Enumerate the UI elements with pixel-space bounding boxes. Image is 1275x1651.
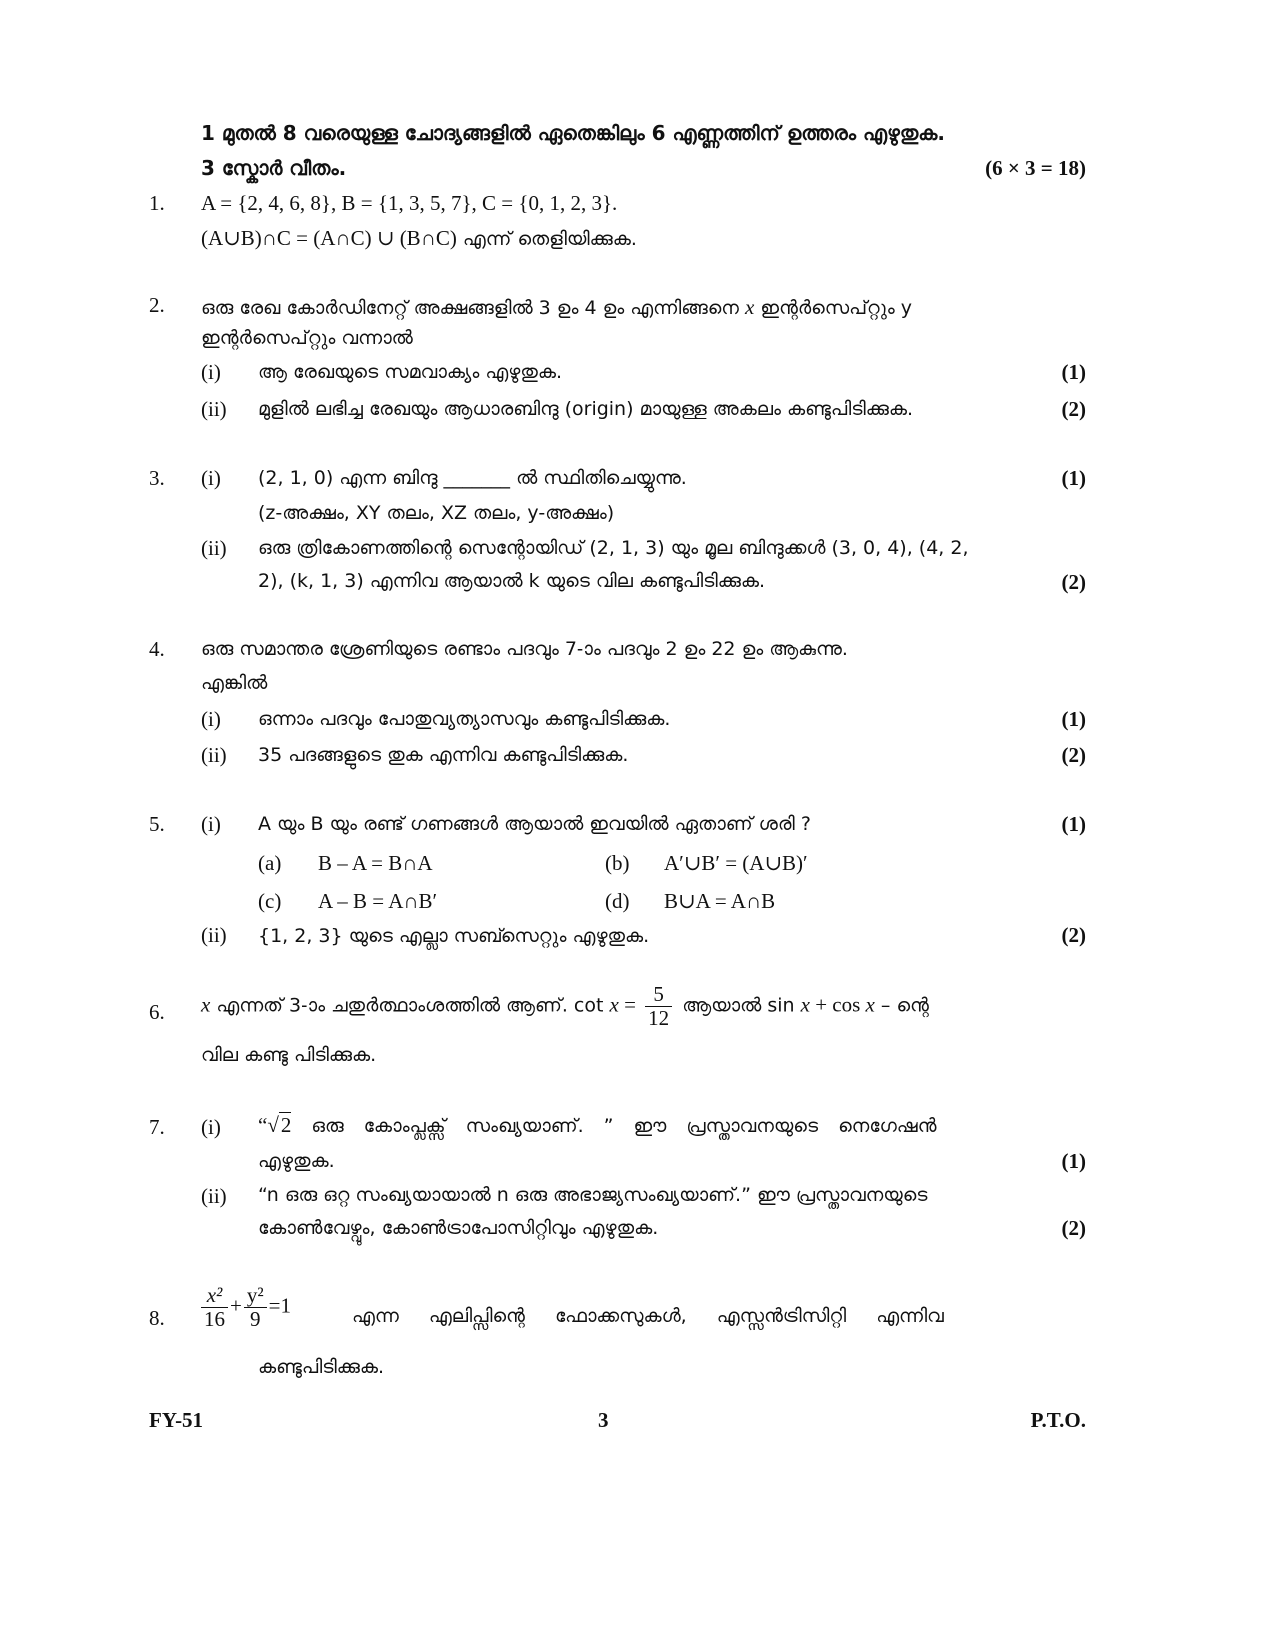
question-number: 6.: [149, 1000, 165, 1024]
q3-i-label: (i): [201, 466, 221, 490]
q6-x: x: [865, 992, 875, 1017]
question-number: 2.: [149, 293, 165, 317]
q5-opt-d-label: (d): [605, 889, 630, 913]
q4-i-text: ഒന്നാം പദവും പോതുവ്യത്യാസവും കണ്ടുപിടിക്കുക.: [258, 708, 671, 730]
q1-identity: (A∪B)∩C = (A∩C) ∪ (B∩C): [201, 226, 457, 250]
q2-i-text: ആ രേഖയുടെ സമവാക്യം എഴുതുക.: [258, 361, 563, 383]
q7-sqrt-arg: 2: [280, 1113, 292, 1137]
q6-text-a: എന്നത് 3-ാം ചതുർത്ഥാംശത്തിൽ ആണ്. cot: [210, 994, 610, 1017]
q4-i-mark: (1): [1061, 707, 1086, 731]
total-marks: (6 × 3 = 18): [985, 156, 1086, 180]
q3-i-options: (z-അക്ഷം, XY തലം, XZ തലം, y-അക്ഷം): [258, 502, 615, 524]
q5-opt-c-label: (c): [258, 889, 282, 913]
q8-equation: [199, 1284, 291, 1331]
q1-instruction: എന്ന് തെളിയിക്കുക.: [456, 228, 637, 250]
q3-ii-label: (ii): [201, 536, 227, 560]
q2-line-2: ഇന്റർസെപ്റ്റും വന്നാൽ: [201, 327, 413, 349]
q3-ii-mark: (2): [1061, 570, 1086, 594]
q8-line-2: കണ്ടുപിടിക്കുക.: [258, 1356, 385, 1378]
q2-i-mark: (1): [1061, 360, 1086, 384]
q6-x: x: [800, 992, 810, 1017]
q6-line-2: വില കണ്ടു പിടിക്കുക.: [201, 1044, 377, 1066]
q3-i-text: (2, 1, 0) എന്ന ബിന്ദു _______ ൽ സ്ഥിതിചെയ്യുന്നു.: [258, 467, 687, 489]
q8-f2-num: y²: [244, 1284, 267, 1308]
q8-fraction-x: [201, 1284, 228, 1331]
q2-x: x: [744, 295, 755, 319]
q2-text-a: ഒരു രേഖ കോർഡിനേറ്റ് അക്ഷങ്ങളിൽ 3 ഉം 4 ഉം എന്നിങ്ങനെ: [201, 297, 745, 319]
q5-ii-content: {1, 2, 3} യുടെ എല്ലാ സബ്സെറ്റും എഴുതുക.: [258, 925, 650, 947]
q5-ii-mark: (2): [1061, 923, 1086, 947]
q5-opt-c: A – B = A∩B′: [318, 889, 438, 913]
q5-ii-text: [258, 923, 649, 948]
q2-text-b: ഇന്റർസെപ്റ്റും y: [754, 297, 913, 319]
q7-ii-mark: (2): [1061, 1216, 1086, 1240]
q7-open-quote: “: [258, 1113, 268, 1137]
q5-i-mark: (1): [1061, 812, 1086, 836]
question-number: 7.: [149, 1115, 165, 1139]
q8-plus: +: [230, 1293, 242, 1318]
q3-i-mark: (1): [1061, 466, 1086, 490]
question-number: 8.: [149, 1306, 165, 1330]
q4-ii-mark: (2): [1061, 743, 1086, 767]
q6-fraction: [645, 983, 672, 1030]
q5-opt-b-label: (b): [605, 851, 630, 875]
q6-frac-den: 12: [648, 1006, 670, 1031]
q8-f2-den: 9: [249, 1307, 261, 1332]
q7-i-text: ഒരു കോംപ്ലക്സ് സംഖ്യയാണ്. ” ഈ പ്രസ്താവനയുടെ നെഗേഷൻ: [291, 1115, 937, 1137]
q2-line-1: [201, 295, 912, 320]
q8-eq-one: =1: [268, 1293, 291, 1318]
q8-f1-den: 16: [204, 1307, 225, 1332]
q5-ii-label: (ii): [201, 923, 227, 947]
q5-i-label: (i): [201, 812, 221, 836]
q2-i-label: (i): [201, 360, 221, 384]
q7-i-label: (i): [201, 1115, 221, 1139]
q4-ii-label: (ii): [201, 743, 227, 767]
q6-line-1: [201, 983, 929, 1030]
q5-opt-b: A′∪B′ = (A∪B)′: [664, 851, 808, 875]
page-number: 3: [598, 1408, 609, 1432]
q6-plus-cos: + cos: [809, 992, 866, 1017]
question-number: 1.: [149, 191, 165, 215]
q4-line-2: എങ്കിൽ: [201, 672, 268, 694]
q3-ii-line-2: 2), (k, 1, 3) എന്നിവ ആയാൽ k യുടെ വില കണ്ടുപിടിക്കുക.: [258, 570, 766, 592]
q5-opt-a: B – A = B∩A: [318, 851, 433, 875]
q7-ii-line-1: “n ഒരു ഒറ്റ സംഖ്യയായാൽ n ഒരു അഭാജ്യസംഖ്യയാണ്.” ഈ പ്രസ്താവനയുടെ: [258, 1184, 928, 1206]
q7-i-mark: (1): [1061, 1149, 1086, 1173]
q6-eq: =: [618, 992, 642, 1017]
q2-ii-label: (ii): [201, 397, 227, 421]
q8-fraction-y: [244, 1284, 267, 1331]
q5-opt-a-label: (a): [258, 851, 282, 875]
q2-ii-mark: (2): [1061, 397, 1086, 421]
please-turn-over: P.T.O.: [1030, 1408, 1086, 1432]
instruction-line-2: 3 സ്കോർ വീതം.: [201, 156, 347, 180]
q7-i-line-1: [258, 1113, 1058, 1138]
q8-text: എന്ന എലിപ്സിന്റെ ഫോക്കസുകൾ, എസ്സൻട്രിസിറ്റി എന്നിവ: [352, 1305, 944, 1327]
question-number: 3.: [149, 466, 165, 490]
sqrt-icon: √: [267, 1113, 279, 1137]
q5-i-text: A യും B യും രണ്ട് ഗണങ്ങൾ ആയാൽ ഇവയിൽ ഏതാണ് ശരി ?: [258, 813, 811, 835]
q6-frac-num: 5: [645, 983, 672, 1007]
q8-f1-num: x²: [201, 1284, 228, 1308]
q7-ii-line-2: കോൺവേഴ്വും, കോൺട്രാപോസിറ്റിവും എഴുതുക.: [258, 1217, 659, 1239]
q6-x: x: [609, 992, 619, 1017]
q4-ii-text: 35 പദങ്ങളുടെ തുക എന്നിവ കണ്ടുപിടിക്കുക.: [258, 744, 629, 766]
q4-line-1: ഒരു സമാന്തര ശ്രേണിയുടെ രണ്ടാം പദവും 7-ാം പദവും 2 ഉം 22 ഉം ആകുന്നു.: [201, 638, 848, 660]
q4-i-label: (i): [201, 707, 221, 731]
q6-text-c: – ന്റെ: [874, 994, 929, 1017]
question-number: 5.: [149, 812, 165, 836]
q7-ii-label: (ii): [201, 1184, 227, 1208]
question-number: 4.: [149, 637, 165, 661]
q2-ii-text: മുളിൽ ലഭിച്ച രേഖയും ആധാരബിന്ദു (origin) മായുള്ള അകലം കണ്ടുപിടിക്കുക.: [258, 398, 914, 420]
instruction-line-1: 1 മുതൽ 8 വരെയുള്ള ചോദ്യങ്ങളിൽ ഏതെങ്കിലും 6 എണ്ണത്തിന് ഉത്തരം എഴുതുക.: [201, 121, 945, 145]
q1-sets: A = {2, 4, 6, 8}, B = {1, 3, 5, 7}, C = {0, 1, 2, 3}.: [201, 191, 618, 215]
q1-statement: [201, 226, 637, 251]
q6-x: x: [201, 992, 211, 1017]
q7-i-line-2: എഴുതുക.: [258, 1150, 335, 1172]
q3-ii-line-1: ഒരു ത്രികോണത്തിന്റെ സെന്റോയിഡ് (2, 1, 3) യും മൂല ബിന്ദുക്കൾ (3, 0, 4), (4, 2,: [258, 537, 969, 559]
q5-opt-d: B∪A = A∩B: [664, 889, 776, 913]
q6-text-b: ആയാൽ sin: [676, 994, 801, 1017]
paper-code: FY-51: [149, 1408, 204, 1432]
